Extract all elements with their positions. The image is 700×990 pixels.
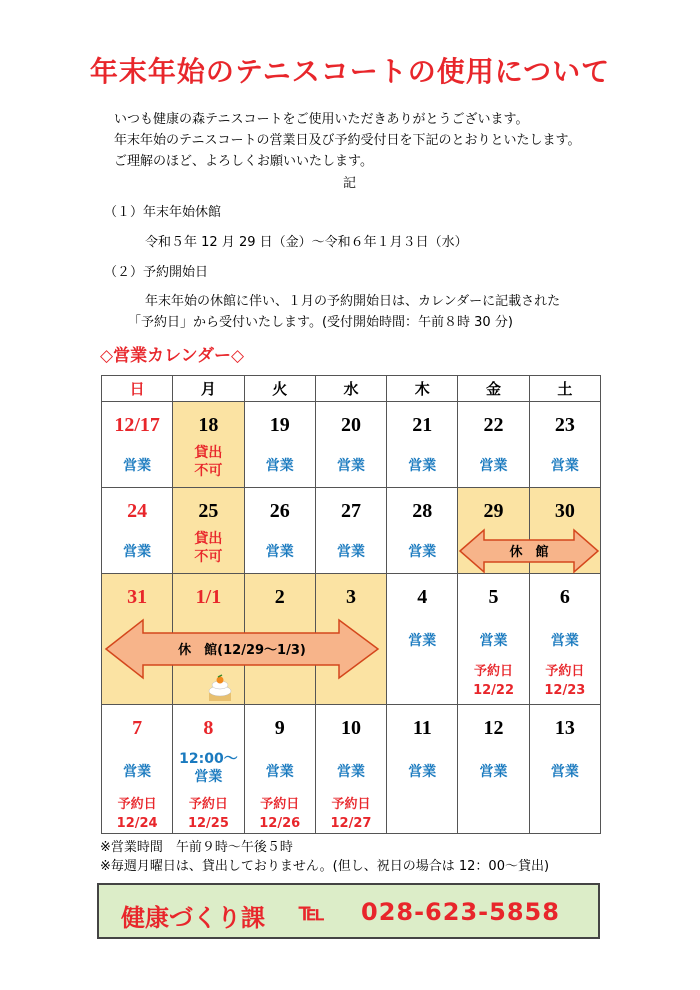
note-hours: ※営業時間 午前９時～午後５時 xyxy=(100,840,293,855)
day-cell xyxy=(316,705,386,833)
kagami-mochi-icon xyxy=(204,673,236,703)
open-status: 営業 xyxy=(336,458,365,474)
no-rental-status: 貸出 不可 xyxy=(194,531,223,565)
day-cell xyxy=(245,402,315,487)
open-status: 営業 xyxy=(265,764,294,780)
open-status: 営業 xyxy=(550,764,579,780)
day-number: 28 xyxy=(412,500,433,522)
day-number: 18 xyxy=(198,414,219,436)
day-number: 4 xyxy=(417,586,428,608)
open-status: 営業 xyxy=(479,633,508,649)
section2-body-2: 「予約日」から受付いたします。(受付開始時間：午前８時 30 分) xyxy=(128,315,513,330)
day-number: 25 xyxy=(198,500,219,522)
department-name: 健康づくり課 xyxy=(121,904,265,932)
day-number: 30 xyxy=(554,500,575,522)
day-number: 26 xyxy=(269,500,290,522)
day-cell xyxy=(458,402,528,487)
day-number: 7 xyxy=(132,717,143,739)
open-status: 営業 xyxy=(123,544,152,560)
tel-number[interactable]: 028-623-5858 xyxy=(361,898,560,926)
day-number: 1/1 xyxy=(195,586,222,608)
day-number: 6 xyxy=(559,586,570,608)
open-status: 営業 xyxy=(265,544,294,560)
calendar-week-1 xyxy=(102,402,601,488)
intro-line-3: ご理解のほど、よろしくお願いいたします。 xyxy=(114,154,373,169)
open-status: 営業 xyxy=(265,458,294,474)
open-status: 営業 xyxy=(479,458,508,474)
day-number: 31 xyxy=(127,586,148,608)
day-cell xyxy=(387,574,457,704)
weekday-sat: 土 xyxy=(529,376,600,402)
day-cell xyxy=(458,705,528,833)
page-title: 年末年始のテニスコートの使用について xyxy=(89,55,611,88)
day-number: 12/17 xyxy=(114,414,160,436)
weekday-thu: 木 xyxy=(387,376,458,402)
closed-label-long: 休 館(12/29～1/3) xyxy=(178,643,306,658)
reservation-date: 予約日 12/24 xyxy=(116,797,158,831)
day-number: 5 xyxy=(488,586,499,608)
day-number: 10 xyxy=(340,717,361,739)
day-cell xyxy=(316,488,386,573)
reservation-date: 予約日 12/23 xyxy=(544,664,586,698)
closed-label-short: 休 館 xyxy=(509,545,549,560)
day-number: 19 xyxy=(269,414,290,436)
day-cell xyxy=(245,488,315,573)
day-number: 9 xyxy=(274,717,285,739)
weekday-fri: 金 xyxy=(458,376,529,402)
open-status: 営業 xyxy=(336,544,365,560)
weekday-header-row xyxy=(102,376,601,402)
no-rental-status: 貸出 不可 xyxy=(194,445,223,479)
day-number: 20 xyxy=(340,414,361,436)
notes xyxy=(100,838,549,876)
open-status: 営業 xyxy=(336,764,365,780)
reservation-date: 予約日 12/25 xyxy=(187,797,229,831)
open-status: 営業 xyxy=(123,764,152,780)
closed-arrow-long xyxy=(103,617,381,681)
open-status: 営業 xyxy=(408,764,437,780)
calendar-heading: ◇営業カレンダー◇ xyxy=(100,346,245,366)
holiday-open-status: 12:00～ 営業 xyxy=(179,751,238,785)
day-number: 13 xyxy=(554,717,575,739)
section2-heading: （２）予約開始日 xyxy=(104,265,209,280)
day-cell xyxy=(387,705,457,833)
open-status: 営業 xyxy=(550,633,579,649)
day-number: 22 xyxy=(483,414,504,436)
reservation-date: 予約日 12/26 xyxy=(259,797,301,831)
day-cell xyxy=(173,705,243,833)
section1-heading: （１）年末年始休館 xyxy=(104,205,222,220)
closed-arrow-short xyxy=(458,527,600,575)
day-number: 27 xyxy=(340,500,361,522)
open-status: 営業 xyxy=(408,544,437,560)
day-number: 3 xyxy=(345,586,356,608)
reservation-date: 予約日 12/22 xyxy=(473,664,515,698)
day-number: 11 xyxy=(412,717,432,739)
intro-line-1: いつも健康の森テニスコートをご使用いただきありがとうございます。 xyxy=(114,112,529,127)
day-cell xyxy=(530,574,600,704)
day-cell xyxy=(102,705,172,833)
day-cell xyxy=(458,574,528,704)
weekday-mon: 月 xyxy=(173,376,244,402)
weekday-tue: 火 xyxy=(244,376,315,402)
day-number: 8 xyxy=(203,717,214,739)
day-cell xyxy=(387,402,457,487)
weekday-wed: 水 xyxy=(315,376,386,402)
contact-box xyxy=(97,883,600,939)
day-number: 23 xyxy=(554,414,575,436)
open-status: 営業 xyxy=(123,458,152,474)
day-number: 2 xyxy=(274,586,285,608)
day-cell xyxy=(387,488,457,573)
day-cell xyxy=(530,402,600,487)
day-number: 24 xyxy=(127,500,148,522)
weekday-sun: 日 xyxy=(102,376,173,402)
day-cell xyxy=(530,705,600,833)
day-cell xyxy=(102,488,172,573)
ki-label: 記 xyxy=(343,176,357,191)
day-number: 12 xyxy=(483,717,504,739)
reservation-date: 予約日 12/27 xyxy=(330,797,372,831)
business-calendar xyxy=(101,375,601,834)
day-cell xyxy=(102,402,172,487)
open-status: 営業 xyxy=(479,764,508,780)
intro-line-2: 年末年始のテニスコートの営業日及び予約受付日を下記のとおりといたします。 xyxy=(114,133,581,148)
calendar-week-4 xyxy=(102,705,601,834)
day-cell xyxy=(173,402,243,487)
open-status: 営業 xyxy=(408,633,437,649)
open-status: 営業 xyxy=(408,458,437,474)
day-cell xyxy=(316,402,386,487)
day-number: 21 xyxy=(412,414,433,436)
day-number: 29 xyxy=(483,500,504,522)
open-status: 営業 xyxy=(550,458,579,474)
section1-body: 令和５年 12 月 29 日（金）～令和６年１月３日（水） xyxy=(145,235,468,250)
day-cell xyxy=(173,488,243,573)
day-cell xyxy=(245,705,315,833)
section2-body-1: 年末年始の休館に伴い、１月の予約開始日は、カレンダーに記載された xyxy=(145,294,561,309)
tel-label: ℡ xyxy=(299,900,325,926)
note-monday: ※毎週月曜日は、貸出しておりません。(但し、祝日の場合は 12：00～貸出) xyxy=(100,859,550,874)
